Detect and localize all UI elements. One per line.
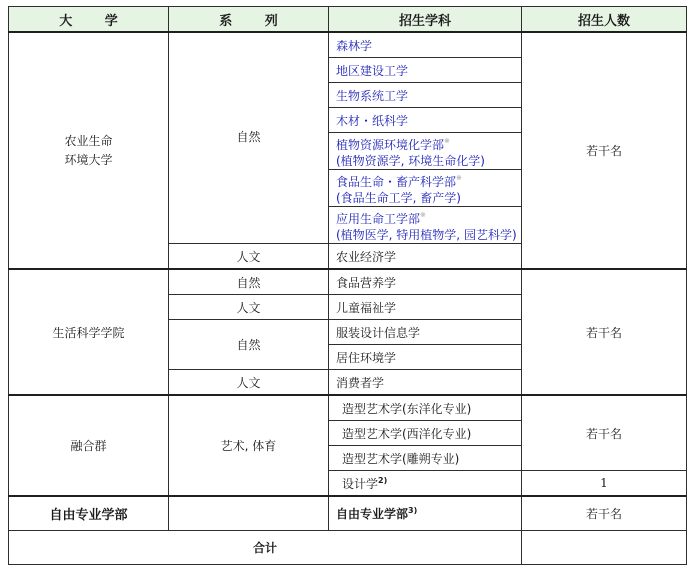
dept-consumer-science: 消费者学 <box>329 370 522 396</box>
count-agri: 若干名 <box>522 32 687 269</box>
table-row <box>9 269 687 295</box>
count-fusion: 若干名 <box>522 395 687 471</box>
dept-free-major <box>329 496 522 531</box>
series-life-nature-1: 自然 <box>169 269 329 295</box>
university-fusion: 融合群 <box>9 395 169 496</box>
dept-housing-environment: 居住环境学 <box>329 345 522 370</box>
dept-design <box>329 471 522 497</box>
count-design: 1 <box>522 471 687 497</box>
table-row <box>9 395 687 421</box>
header-row <box>9 7 687 33</box>
dept-plant-resources-title: 植物资源环境化学部 <box>336 138 445 152</box>
university-life: 生活科学学院 <box>9 269 169 395</box>
admissions-table <box>8 6 687 565</box>
university-free-major: 自由专业学部 <box>9 496 169 531</box>
university-agri <box>9 32 169 269</box>
dept-agri-economics: 农业经济学 <box>329 244 522 270</box>
header-series: 系 列 <box>169 7 329 33</box>
note-mark: ※ <box>420 211 426 219</box>
series-life-humanities-1: 人文 <box>169 295 329 320</box>
note-mark: ※ <box>456 174 462 182</box>
dept-regional-engineering: 地区建设工学 <box>329 58 522 83</box>
total-label: 合计 <box>9 531 522 565</box>
series-fusion: 艺术, 体育 <box>169 395 329 496</box>
series-agri-nature: 自然 <box>169 32 329 244</box>
footnote-3: 3) <box>408 506 418 515</box>
total-value <box>522 531 687 565</box>
dept-plastic-arts-sculpture: 造型艺术学(雕朔专业) <box>329 446 522 471</box>
table-row <box>9 496 687 531</box>
dept-food-animal <box>329 170 522 207</box>
dept-plant-resources <box>329 133 522 170</box>
table-row <box>9 32 687 58</box>
note-mark: ※ <box>444 137 450 145</box>
count-free-major: 若干名 <box>522 496 687 531</box>
series-agri-humanities: 人文 <box>169 244 329 270</box>
series-life-humanities-2: 人文 <box>169 370 329 396</box>
dept-plastic-arts-western: 造型艺术学(西洋化专业) <box>329 421 522 446</box>
dept-biosystem-engineering: 生物系统工学 <box>329 83 522 108</box>
count-life: 若干名 <box>522 269 687 395</box>
university-agri-line1: 农业生命 <box>64 133 113 148</box>
header-count: 招生人数 <box>522 7 687 33</box>
total-row <box>9 531 687 565</box>
footnote-2: 2) <box>378 475 388 485</box>
dept-food-animal-sub: (食品生命工学, 畜产学) <box>336 191 461 205</box>
dept-plastic-arts-oriental: 造型艺术学(东洋化专业) <box>329 395 522 421</box>
university-agri-line2: 环境大学 <box>64 152 113 167</box>
dept-applied-life-title: 应用生命工学部 <box>336 212 421 226</box>
header-university: 大 学 <box>9 7 169 33</box>
dept-child-welfare: 儿童福祉学 <box>329 295 522 320</box>
series-life-nature-2: 自然 <box>169 320 329 370</box>
dept-wood-paper: 木材・纸科学 <box>329 108 522 133</box>
dept-applied-life <box>329 207 522 244</box>
header-department: 招生学科 <box>329 7 522 33</box>
dept-applied-life-sub: (植物医学, 特用植物学, 园艺科学) <box>336 228 517 242</box>
dept-plant-resources-sub: (植物资源学, 环境生命化学) <box>336 154 485 168</box>
dept-free-major-label: 自由专业学部 <box>336 507 409 521</box>
dept-fashion-design: 服装设计信息学 <box>329 320 522 345</box>
dept-forestry: 森林学 <box>329 32 522 58</box>
dept-food-nutrition: 食品营养学 <box>329 269 522 295</box>
series-free-empty <box>169 496 329 531</box>
dept-food-animal-title: 食品生命・畜产科学部 <box>336 175 457 189</box>
dept-design-label: 设计学 <box>342 476 379 491</box>
